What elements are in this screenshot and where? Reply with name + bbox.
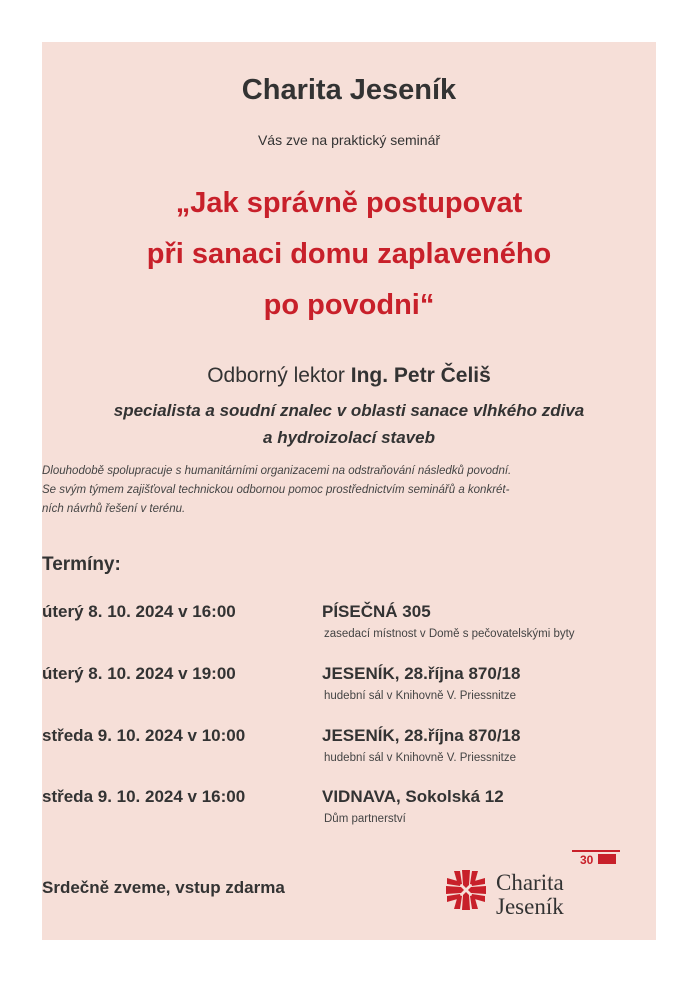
lecturer-bio <box>42 462 652 519</box>
term-date: středa 9. 10. 2024 v 10:00 <box>42 726 246 745</box>
lecturer-line <box>42 364 656 388</box>
term-place: JESENÍK, 28.října 870/18 <box>322 726 521 745</box>
specialty-line: a hydroizolací staveb <box>263 428 435 447</box>
logo-text-line1: Charita <box>496 870 564 895</box>
bio-line: Se svým týmem zajišťoval technickou odbornou pomoc prostřednictvím seminářů a konkrét- <box>42 484 510 496</box>
footer-invitation: Srdečně zveme, vstup zdarma <box>42 878 285 897</box>
invite-text: Vás zve na praktický seminář <box>257 132 441 148</box>
bio-line: Dlouhodobě spolupracuje s humanitárními organizacemi na odstraňování následků povodní. <box>42 465 512 477</box>
logo-text-line2: Jeseník <box>496 894 564 919</box>
term-row <box>42 726 656 770</box>
term-row <box>42 602 656 646</box>
term-room: Dům partnerství <box>324 813 406 825</box>
term-date: úterý 8. 10. 2024 v 16:00 <box>42 602 236 621</box>
lecturer-prefix: Odborný lektor <box>207 364 345 387</box>
term-room: hudební sál v Knihovně V. Priessnitze <box>324 752 517 764</box>
anniversary-number: 30 <box>580 853 594 867</box>
seminar-title-line: při sanaci domu zaplaveného <box>146 238 552 270</box>
poster <box>42 42 656 940</box>
charita-cross-icon <box>444 868 488 912</box>
term-room: zasedací místnost v Domě s pečovatelskými byty <box>324 628 575 640</box>
term-row <box>42 787 656 831</box>
specialty-line: specialista a soudní znalec v oblasti sanace vlhkého zdiva <box>113 401 585 420</box>
term-place: PÍSEČNÁ 305 <box>322 602 431 621</box>
term-row <box>42 664 656 708</box>
terms-heading: Termíny: <box>42 554 121 575</box>
term-date: středa 9. 10. 2024 v 16:00 <box>42 787 246 806</box>
lecturer-specialty <box>42 397 656 451</box>
term-room: hudební sál v Knihovně V. Priessnitze <box>324 690 517 702</box>
lecturer-name: Ing. Petr Čeliš <box>350 364 491 387</box>
anniversary-badge-mark <box>598 854 616 864</box>
anniversary-badge <box>572 850 620 868</box>
org-title: Charita Jeseník <box>241 74 457 106</box>
bio-line: ních návrhů řešení v terénu. <box>42 503 186 515</box>
term-place: VIDNAVA, Sokolská 12 <box>322 787 504 806</box>
seminar-title-line: po povodni“ <box>263 289 435 321</box>
term-date: úterý 8. 10. 2024 v 19:00 <box>42 664 236 683</box>
charita-logo <box>444 850 624 930</box>
seminar-title-line: „Jak správně postupovat <box>175 187 523 219</box>
seminar-title <box>42 178 656 331</box>
term-place: JESENÍK, 28.října 870/18 <box>322 664 521 683</box>
